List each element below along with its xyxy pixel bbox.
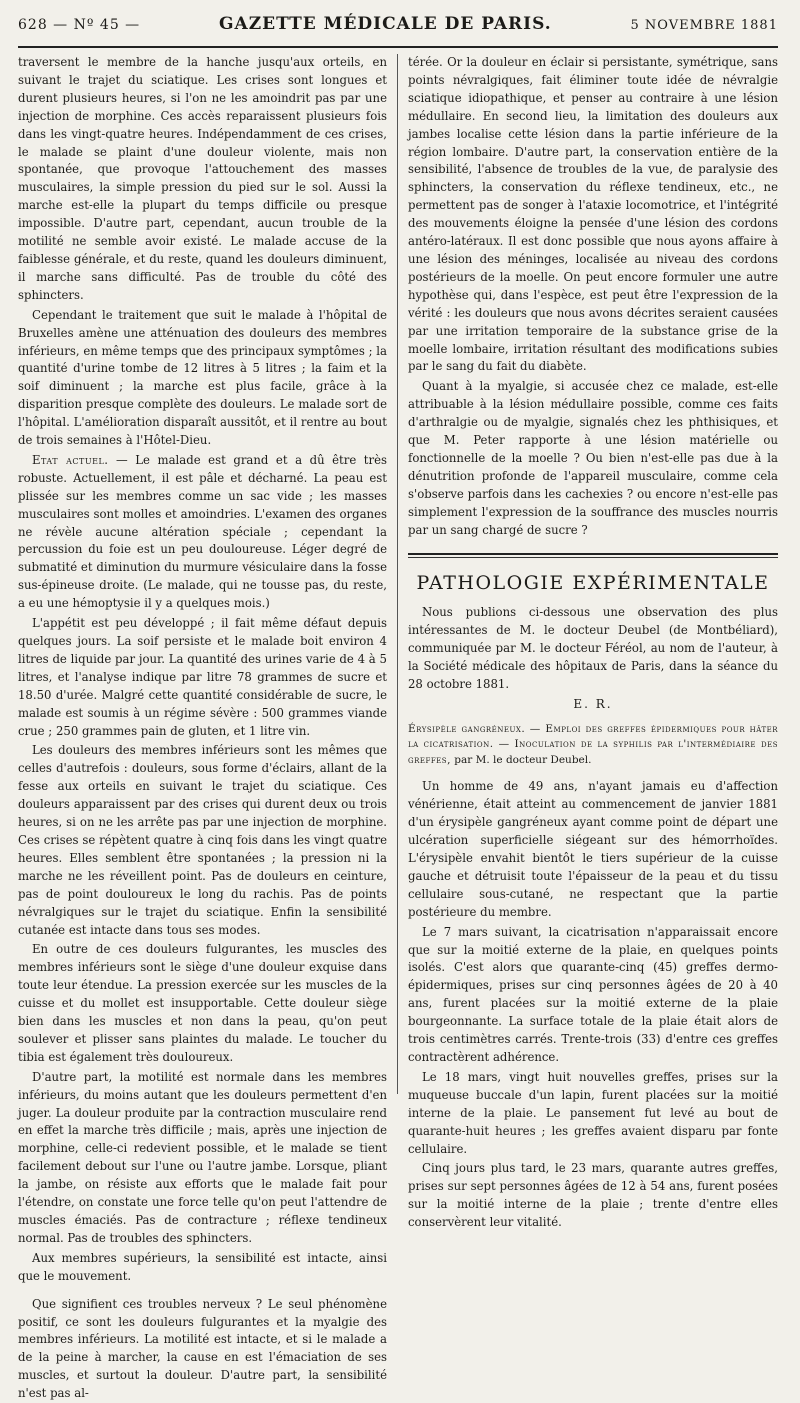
right-column xyxy=(398,54,778,1230)
paragraph: Aux membres supérieurs, la sensibilité est intacte, ainsi que le mouvement. xyxy=(18,1250,387,1283)
introduction: Nous publions ci-dessous une observation des plus intéressantes de M. le docteur Deubel (de Montbéliard), communiquée par M. le docteur Féréol, au nom de l'auteur, à la Société médicale des hôpitaux de Paris, dans la séance du 28 octobre 1881. xyxy=(408,605,778,692)
paragraph: Les douleurs des membres inférieurs sont les mêmes que celles d'autrefois : douleurs, sous forme d'éclairs, allant de la fesse aux orteils en suivant le trajet du sciatique. Ces douleurs apparaissent par des crises qui durent deux ou trois heures, si on ne les arrête pas par une injection de morphine. Ces crises se répètent quatre à cinq fois dans les vingt quatre heures. Elles semblent être spontanées ; la pression ni la marche ne les réveillent point. Pas de douleurs en ceinture, pas de point douloureux le long du rachis. Pas de points névralgiques sur le trajet du sciatique. Enfin la sensibilité cutanée est intacte dans tous ses modes. xyxy=(18,743,387,937)
journal-title: GAZETTE MÉDICALE DE PARIS. xyxy=(219,14,552,34)
paragraph: térée. Or la douleur en éclair si persistante, symétrique, sans points névralgiques, fait éliminer toute idée de névralgie sciatique idiopathique, et penser au contraire à une lésion médullaire. En second lieu, la limitation des douleurs aux jambes localise cette lésion dans la partie inférieure de la région lombaire. D'autre part, la conservation entière de la sensibilité, l'absence de troubles de la vue, de paralysie des sphincters, la conservation du réflexe tendineux, etc., ne permettent pas de songer à l'ataxie locomotrice, et l'intégrité des mouvements éloigne la pensée d'une lésion des cordons antéro-latéraux. Il est donc possible que nous ayons affaire à une lésion des méninges, localisée au niveau des cordons postérieurs de la moelle. On peut encore formuler une autre hypothèse qui, dans l'espèce, est peut être l'expression de la vérité : les douleurs que nous avons décrites seraient causées par une irritation temporaire de la substance grise de la moelle lombaire, irritation résultant des modifications subies par le sang du fait du diabète. xyxy=(408,55,778,374)
subheading-title: Érysipèle gangréneux. — Emploi des greffes épidermiques pour hâter la cicatrisation. — Inoculation de la syphilis par l'intermédiaire des greffes, xyxy=(408,722,778,766)
signature: E. R. xyxy=(573,697,613,711)
paragraph: Le 7 mars suivant, la cicatrisation n'apparaissait encore que sur la moitié externe de la plaie, en quelques points isolés. C'est alors que quarante-cinq (45) greffes dermo-épidermiques, prises sur cinq personnes âgées de 20 à 40 ans, furent placées sur la moitié externe de la plaie bourgeonnante. La surface totale de la plaie était alors de trois centimètres carrés. Trente-trois (33) d'entre ces greffes contractèrent adhérence. xyxy=(408,924,778,1064)
left-column xyxy=(18,54,398,1401)
paragraph: Cependant le traitement que suit le malade à l'hôpital de Bruxelles amène une atténuation des douleurs des membres inférieurs, en même temps que des principaux symptômes ; la quantité d'urine tombe de 12 litres à 5 litres ; la faim et la soif diminuent ; la marche est plus facile, grâce à la disparition presque complète des douleurs. Le malade sort de l'hôpital. L'amélioration disparaît aussitôt, et il rentre au bout de trois semaines à l'Hôtel-Dieu. xyxy=(18,307,387,448)
page-number: 628 — Nº 45 — xyxy=(18,17,141,33)
paragraph: traversent le membre de la hanche jusqu'aux orteils, en suivant le trajet du sciatique. Les crises sont longues et durent plusieurs heures, si l'on ne les amoindrit pas par une injection de morphine. Ces accès reparaissent plusieurs fois dans les vingt-quatre heures. Indépendamment de ces crises, le malade se plaint d'une douleur violente, mais non spontanée, que provoque l'attouchement des masses musculaires, la simple pression du pied sur le sol. Aussi la marche est-elle la plupart du temps difficile ou presque impossible. D'autre part, cependant, aucun trouble de la motilité ne semble avoir existé. Le malade accuse de la faiblesse générale, et du reste, quand les douleurs diminuent, il marche sans difficulté. Pas de trouble du côté des sphincters. xyxy=(18,55,387,302)
issue-date: 5 NOVEMBRE 1881 xyxy=(630,18,778,33)
paragraph: En outre de ces douleurs fulgurantes, les muscles des membres inférieurs sont le siège d'une douleur exquise dans toute leur étendue. La pression exercée sur les muscles de la cuisse et du mollet est insupportable. Cette douleur siège bien dans les muscles et non dans la peau, qu'on peut soulever et plisser sans plaintes du malade. Le toucher du tibia est également très douloureux. xyxy=(18,942,387,1064)
article-columns xyxy=(18,54,778,1401)
paragraph: D'autre part, la motilité est normale dans les membres inférieurs, du moins autant que les douleurs permettent d'en juger. La douleur produite par la contraction musculaire rend en effet la marche très difficile ; mais, après une injection de morphine, celle-ci redevient possible, et le malade se tient facilement debout sur l'une ou l'autre jambe. Lorsque, pliant la jambe, on résiste aux efforts que le malade fait pour l'étendre, on constate une force telle qu'on peut l'attendre de muscles émaciés. Pas de contracture ; réflexe tendineux normal. Pas de troubles des sphincters. xyxy=(18,1069,387,1245)
spacer xyxy=(18,1288,387,1296)
paragraph xyxy=(18,452,387,613)
masthead xyxy=(18,14,778,48)
paragraph-text: — Le malade est grand et a dû être très robuste. Actuellement, il est pâle et décharné. La peau est plissée sur les membres comme un sac vide ; les masses musculaires sont molles et amoindries. L'examen des organes ne révèle aucune altération spéciale ; cependant la percussion du foie est un peu douloureuse. Léger degré de submatité et diminution du murmure vésiculaire dans la fosse sus-épineuse droite. (Le malade, qui ne tousse pas, du reste, a eu une hémoptysie il y a quelques mois.) xyxy=(18,452,387,611)
article-subheading xyxy=(408,722,778,769)
paragraph: Cinq jours plus tard, le 23 mars, quarante autres greffes, prises sur sept personnes âgées de 12 à 54 ans, furent posées sur la moitié interne de la plaie ; trente d'entre elles conservèrent leur vitalité. xyxy=(408,1161,778,1230)
paragraph: Le 18 mars, vingt huit nouvelles greffes, prises sur la muqueuse buccale d'un lapin, furent placées sur la moitié interne de la plaie. Le pansement fut levé au bout de quarante-huit heures ; les greffes avaient disparu par fonte cellulaire. xyxy=(408,1069,778,1156)
section-divider xyxy=(408,553,778,555)
paragraph: Un homme de 49 ans, n'ayant jamais eu d'affection vénérienne, était atteint au commencement de janvier 1881 d'un érysipèle gangréneux ayant comme point de départ une ulcération superficielle siégeant sur des hémorrhoïdes. L'érysipèle envahit bientôt le tiers supérieur de la cuisse gauche et détruisit toute l'épaisseur de la peau et du tissu cellulaire sous-cutané, ne respectant que la partie postérieure du membre. xyxy=(408,779,778,919)
paragraph-label: Etat actuel. xyxy=(32,452,109,467)
section-title: PATHOLOGIE EXPÉRIMENTALE xyxy=(416,572,770,595)
paragraph: Que signifient ces troubles nerveux ? Le seul phénomène positif, ce sont les douleurs fulgurantes et la myalgie des membres inférieurs. La motilité est intacte, et si le malade a de la peine à marcher, la cause en est l'émaciation de ses muscles, et surtout la douleur. D'autre part, la sensibilité n'est pas al- xyxy=(18,1296,387,1401)
paragraph: L'appétit est peu développé ; il fait même défaut depuis quelques jours. La soif persiste et le malade boit environ 4 litres de liquide par jour. La quantité des urines varie de 4 à 5 litres, et l'analyse indique par litre 78 grammes de sucre et 18.50 d'urée. Malgré cette quantité considérable de sucre, le malade est soumis à un régime sévère : 500 grammes viande crue ; 250 grammes pain de gluten, et 1 litre vin. xyxy=(18,616,387,738)
paragraph: Quant à la myalgie, si accusée chez ce malade, est-elle attribuable à la lésion médullaire possible, comme ces faits d'arthralgie ou de myalgie, signalés chez les phthisiques, et que M. Peter rapporte à une lésion matérielle ou fonctionnelle de la moelle ? Ou bien n'est-elle pas due à la dénutrition profonde de l'appareil musculaire, comme cela s'observe parfois dans les cachexies ? ou encore n'est-elle pas simplement l'expression de la souffrance des muscles nourris par un sang chargé de sucre ? xyxy=(408,379,778,537)
section-divider xyxy=(408,557,778,558)
subheading-author: par M. le docteur Deubel. xyxy=(450,753,592,766)
